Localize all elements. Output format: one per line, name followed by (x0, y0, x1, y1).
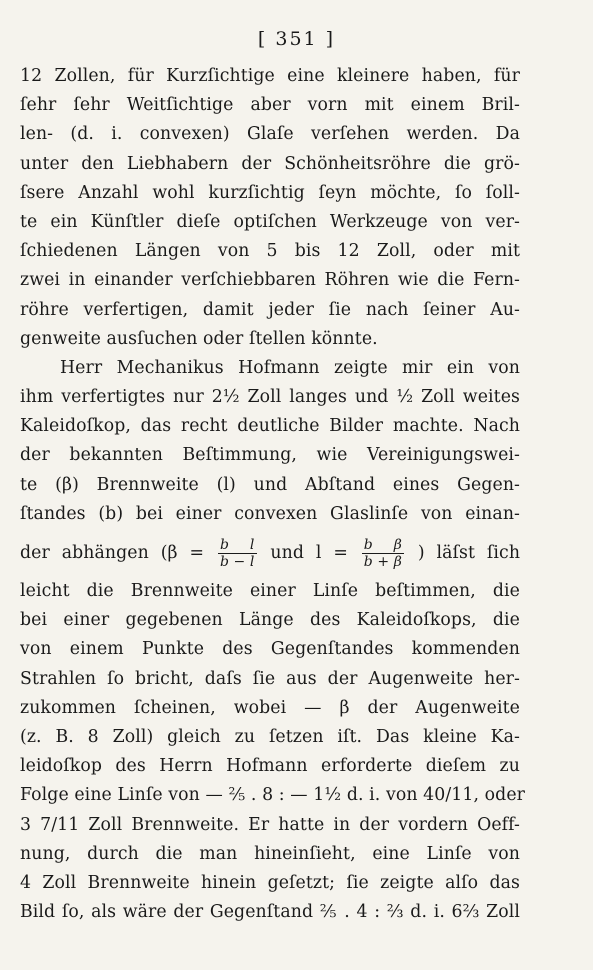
body-text (20, 62, 526, 927)
text-line: Folge eine Linſe von — ⅖ . 8 : — 1½ d. i. von 40/11, oder (20, 785, 526, 806)
text-line: te ein Künſtler dieſe optiſchen Werkzeuge von ver- (20, 211, 520, 232)
fraction-denominator: b + β (363, 554, 402, 570)
text-line: ſehr ſehr Weitſichtige aber vorn mit einem Bril- (20, 95, 520, 116)
text-line: Bild ſo, als wäre der Gegenſtand ⅖ . 4 : ⅔ d. i. 6⅔ Zoll (20, 902, 520, 923)
text-line: unter den Liebhabern der Schönheitsröhre die grö- (20, 153, 520, 174)
text-line: ihm verfertigtes nur 2½ Zoll langes und ½ Zoll weites (20, 387, 520, 408)
fraction-denominator: b − l (219, 554, 255, 570)
formula-line (20, 529, 520, 577)
text-line: der bekannten Beſtimmung, wie Vereinigungswei- (20, 445, 520, 466)
text-line: leicht die Brennweite einer Linſe beſtimmen, die (20, 581, 520, 601)
text-line: 12 Zollen, für Kurzſichtige eine kleinere haben, für (20, 66, 520, 86)
text-line: nung, durch die man hineinſieht, eine Linſe von (20, 843, 520, 864)
text-line: genweite ausſuchen oder ſtellen könnte. (20, 328, 378, 349)
text-line: zukommen ſcheinen, wobei — β der Augenweite (20, 697, 520, 718)
text-line: ſtandes (b) bei einer convexen Glaslinſe von einan- (20, 503, 520, 524)
text-line: (z. B. 8 Zoll) gleich zu ſetzen iſt. Das kleine Ka- (20, 726, 520, 747)
text-line: len- (d. i. convexen) Glaſe verſehen werden. Da (20, 124, 520, 145)
formula-text-middle: und l = (270, 543, 348, 563)
text-line: Kaleidoſkop, das recht deutliche Bilder machte. Nach (20, 416, 520, 437)
text-line: te (β) Brennweite (l) und Abſtand eines Gegen- (20, 474, 520, 495)
text-line: 4 Zoll Brennweite hinein geſetzt; ſie zeigte alſo das (20, 872, 520, 893)
text-line: Strahlen ſo bricht, daſs ſie aus der Augenweite her- (20, 668, 520, 689)
page-header: [ 351 ] (257, 28, 336, 50)
text-line: ſchiedenen Längen von 5 bis 12 Zoll, oder mit (20, 241, 520, 262)
formula-text-after: ) läſst ſich (417, 543, 521, 563)
fraction-l (362, 537, 404, 570)
fraction-beta (218, 537, 257, 570)
text-line: zwei in einander verſchiebbaren Röhren wie die Fern- (20, 270, 520, 291)
text-line: von einem Punkte des Gegenſtandes kommenden (20, 639, 520, 660)
text-line: Herr Mechanikus Hofmann zeigte mir ein von (60, 357, 520, 378)
fraction-numerator: b l (219, 537, 255, 553)
text-line: röhre verfertigen, damit jeder ſie nach ſeiner Au- (20, 299, 520, 320)
fraction-numerator: b β (363, 537, 402, 553)
text-line: leidoſkop des Herrn Hofmann erforderte dieſem zu (20, 756, 520, 777)
formula-text-before: der abhängen (β = (20, 543, 205, 563)
text-line: bei einer gegebenen Länge des Kaleidoſkops, die (20, 610, 520, 631)
text-line: 3 7/11 Zoll Brennweite. Er hatte in der vordern Oeff- (20, 814, 520, 835)
text-line: ſsere Anzahl wohl kurzſichtig ſeyn möchte, ſo ſoll- (20, 182, 520, 203)
